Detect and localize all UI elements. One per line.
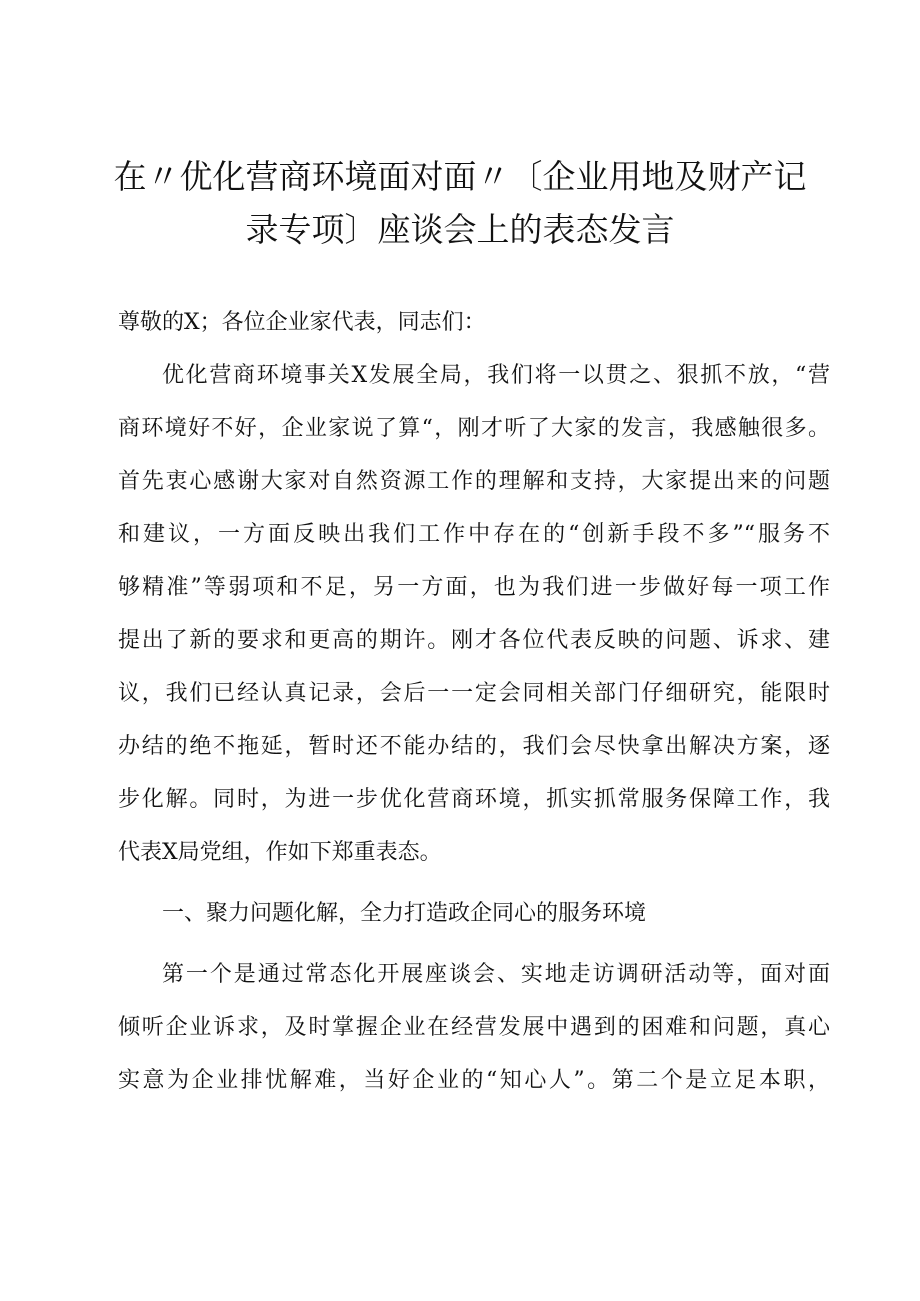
paragraph-line: 倾听企业诉求，及时掌握企业在经营发展中遇到的困难和问题，真心: [118, 1015, 830, 1040]
paragraph-line: 够精准”等弱项和不足，另一方面，也为我们进一步做好每一项工作: [118, 575, 830, 600]
salutation: 尊敬的X；各位企业家代表，同志们：: [118, 310, 486, 335]
document-title: [80, 150, 840, 256]
paragraph-line: 提出了新的要求和更高的期许。刚才各位代表反映的问题、诉求、建: [118, 628, 830, 653]
paragraph-line: 步化解。同时，为进一步优化营商环境，抓实抓常服务保障工作，我: [118, 787, 830, 812]
paragraph-1: [118, 349, 830, 879]
title-line-1: 在〃优化营商环境面对面〃〔企业用地及财产记: [113, 157, 807, 196]
paragraph-line: 优化营商环境事关X发展全局，我们将一以贯之、狠抓不放，“营: [162, 363, 830, 388]
paragraph-line: 办结的绝不拖延，暂时还不能办结的，我们会尽快拿出解决方案，逐: [118, 734, 830, 759]
paragraph-line: 实意为企业排忧解难，当好企业的“知心人”。第二个是立足本职，: [118, 1068, 830, 1093]
paragraph-line: 第一个是通过常态化开展座谈会、实地走访调研活动等，面对面: [162, 962, 830, 987]
paragraph-line: 首先衷心感谢大家对自然资源工作的理解和支持，大家提出来的问题: [118, 469, 830, 494]
document-body: [118, 296, 830, 1107]
paragraph-2: [118, 948, 830, 1107]
paragraph-line: 代表X局党组，作如下郑重表态。: [118, 840, 442, 865]
paragraph-line: 商环境好不好，企业家说了算“，刚才听了大家的发言，我感触很多。: [118, 416, 830, 441]
title-line-2: 录专项〕座谈会上的表态发言: [245, 210, 675, 249]
paragraph-line: 和建议，一方面反映出我们工作中存在的“创新手段不多”“服务不: [118, 522, 830, 547]
section-heading-1: 一、聚力问题化解，全力打造政企同心的服务环境: [162, 901, 647, 926]
paragraph-line: 议，我们已经认真记录，会后一一定会同相关部门仔细研究，能限时: [118, 681, 830, 706]
